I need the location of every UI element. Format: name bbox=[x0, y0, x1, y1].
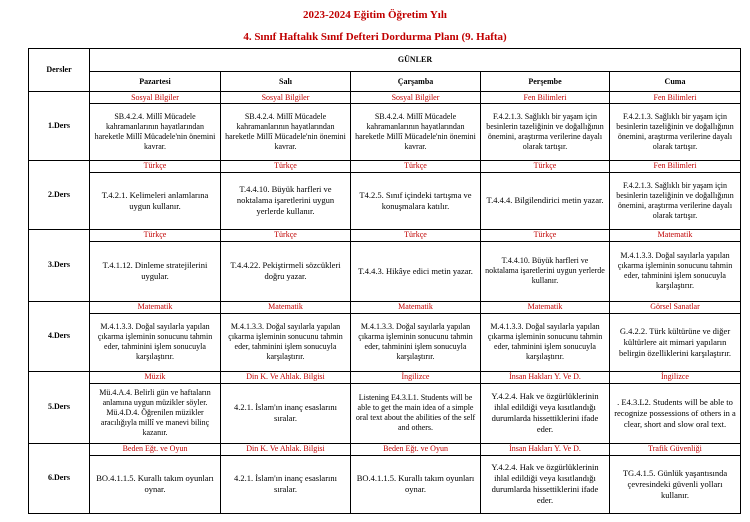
subject-cell: Din K. Ve Ahlak. Bilgisi bbox=[221, 371, 351, 383]
activity-cell: 4.2.1. İslam'ın inanç esaslarını sıralar. bbox=[221, 455, 351, 513]
subject-cell: Din K. Ve Ahlak. Bilgisi bbox=[221, 443, 351, 455]
subject-cell: Görsel Sanatlar bbox=[610, 301, 741, 313]
activity-cell: F.4.2.1.3. Sağlıklı bir yaşam için besinlerin tazeliğinin ve doğallığının önemini, araştırma verilerine dayalı olarak tartışır. bbox=[481, 104, 610, 161]
activity-cell: T.4.4.22. Pekiştirmeli sözcükleri doğru yazar. bbox=[221, 241, 351, 301]
subject-cell: Sosyal Bilgiler bbox=[90, 92, 221, 104]
weekly-plan-table bbox=[28, 48, 741, 514]
subject-cell: Türkçe bbox=[90, 229, 221, 241]
activity-cell: M.4.1.3.3. Doğal sayılarla yapılan çıkarma işleminin sonucunu tahmin eder, tahminini işlem sonucuyla karşılaştırır. bbox=[221, 313, 351, 371]
activity-cell: M.4.1.3.3. Doğal sayılarla yapılan çıkarma işleminin sonucunu tahmin eder, tahminini işlem sonucuyla karşılaştırır. bbox=[351, 313, 481, 371]
subject-cell: Türkçe bbox=[481, 160, 610, 172]
subject-cell: İnsan Hakları Y. Ve D. bbox=[481, 443, 610, 455]
dersler-header: Dersler bbox=[29, 49, 90, 92]
day-header-cuma: Cuma bbox=[610, 72, 741, 92]
subject-cell: Türkçe bbox=[351, 160, 481, 172]
subject-cell: İngilizce bbox=[610, 371, 741, 383]
activity-cell: SB.4.2.4. Millî Mücadele kahramanlarının hayatlarından hareketle Millî Mücadele'nin önemini kavrar. bbox=[90, 104, 221, 161]
activity-cell: BO.4.1.1.5. Kurallı takım oyunları oynar. bbox=[90, 455, 221, 513]
plan-body bbox=[29, 92, 741, 514]
activity-cell: BO.4.1.1.5. Kurallı takım oyunları oynar. bbox=[351, 455, 481, 513]
subject-cell: Beden Eğt. ve Oyun bbox=[351, 443, 481, 455]
activity-cell: M.4.1.3.3. Doğal sayılarla yapılan çıkarma işleminin sonucunu tahmin eder, tahminini işlem sonucuyla karşılaştırır. bbox=[90, 313, 221, 371]
day-header-persembe: Perşembe bbox=[481, 72, 610, 92]
activity-cell: Listening E4.3.L1. Students will be able to get the main idea of a simple oral text about the abilities of the self and others. bbox=[351, 383, 481, 443]
activity-cell: T.4.4.3. Hikâye edici metin yazar. bbox=[351, 241, 481, 301]
subject-cell: İngilizce bbox=[351, 371, 481, 383]
lesson-label: 4.Ders bbox=[29, 301, 90, 371]
activity-cell: G.4.2.2. Türk kültürüne ve diğer kültürlere ait mimari yapıların belirgin özelliklerini karşılaştırır. bbox=[610, 313, 741, 371]
subject-cell: İnsan Hakları Y. Ve D. bbox=[481, 371, 610, 383]
activity-cell: T.4.4.4. Bilgilendirici metin yazar. bbox=[481, 172, 610, 229]
subject-cell: Sosyal Bilgiler bbox=[221, 92, 351, 104]
activity-cell: F.4.2.1.3. Sağlıklı bir yaşam için besinlerin tazeliğinin ve doğallığının önemini, araştırma verilerine dayalı olarak tartışır. bbox=[610, 172, 741, 229]
subject-cell: Beden Eğt. ve Oyun bbox=[90, 443, 221, 455]
activity-cell: Y.4.2.4. Hak ve özgürlüklerinin ihlal edildiği veya kısıtlandığı durumlarda hissettiklerini ifade eder. bbox=[481, 455, 610, 513]
activity-cell: T.4.4.10. Büyük harfleri ve noktalama işaretlerini uygun yerlerde kullanır. bbox=[481, 241, 610, 301]
activity-cell: T4.2.5. Sınıf içindeki tartışma ve konuşmalara katılır. bbox=[351, 172, 481, 229]
subject-cell: Sosyal Bilgiler bbox=[351, 92, 481, 104]
subject-cell: Müzik bbox=[90, 371, 221, 383]
activity-cell: 4.2.1. İslam'ın inanç esaslarını sıralar. bbox=[221, 383, 351, 443]
activity-cell: SB.4.2.4. Millî Mücadele kahramanlarının hayatlarından hareketle Millî Mücadele'nin önemini kavrar. bbox=[221, 104, 351, 161]
subject-cell: Türkçe bbox=[351, 229, 481, 241]
activity-cell: M.4.1.3.3. Doğal sayılarla yapılan çıkarma işleminin sonucunu tahmin eder, tahminini işlem sonucuyla karşılaştırır. bbox=[610, 241, 741, 301]
subject-cell: Fen Bilimleri bbox=[610, 92, 741, 104]
lesson-label: 5.Ders bbox=[29, 371, 90, 443]
subject-cell: Matematik bbox=[221, 301, 351, 313]
lesson-label: 3.Ders bbox=[29, 229, 90, 301]
activity-cell: M.4.1.3.3. Doğal sayılarla yapılan çıkarma işleminin sonucunu tahmin eder, tahminini işlem sonucuyla karşılaştırır. bbox=[481, 313, 610, 371]
document-title: 2023-2024 Eğitim Öğretim Yılı bbox=[303, 9, 447, 21]
subject-cell: Türkçe bbox=[221, 229, 351, 241]
activity-cell: T.4.4.10. Büyük harfleri ve noktalama işaretlerini uygun yerlerde kullanır. bbox=[221, 172, 351, 229]
subject-cell: Matematik bbox=[351, 301, 481, 313]
activity-cell: TG.4.1.5. Günlük yaşantısında çevresindeki güvenli yolları kullanır. bbox=[610, 455, 741, 513]
subject-cell: Trafik Güvenliği bbox=[610, 443, 741, 455]
activity-cell: Y.4.2.4. Hak ve özgürlüklerinin ihlal edildiği veya kısıtlandığı durumlarda hissettiklerini ifade eder. bbox=[481, 383, 610, 443]
day-header-sali: Salı bbox=[221, 72, 351, 92]
document-subtitle: 4. Sınıf Haftalık Sınıf Defteri Dordurma Planı (9. Hafta) bbox=[243, 31, 507, 43]
lesson-label: 1.Ders bbox=[29, 92, 90, 161]
activity-cell: T.4.1.12. Dinleme stratejilerini uygular. bbox=[90, 241, 221, 301]
subject-cell: Matematik bbox=[481, 301, 610, 313]
subject-cell: Türkçe bbox=[481, 229, 610, 241]
subject-cell: Türkçe bbox=[221, 160, 351, 172]
lesson-label: 2.Ders bbox=[29, 160, 90, 229]
subject-cell: Matematik bbox=[90, 301, 221, 313]
activity-cell: SB.4.2.4. Millî Mücadele kahramanlarının hayatlarından hareketle Millî Mücadele'nin önemini kavrar. bbox=[351, 104, 481, 161]
subject-cell: Türkçe bbox=[90, 160, 221, 172]
subject-cell: Fen Bilimleri bbox=[481, 92, 610, 104]
activity-cell: T.4.2.1. Kelimeleri anlamlarına uygun kullanır. bbox=[90, 172, 221, 229]
subject-cell: Matematik bbox=[610, 229, 741, 241]
activity-cell: . E4.3.L2. Students will be able to recognize possessions of others in a clear, short and slow oral text. bbox=[610, 383, 741, 443]
activity-cell: Mü.4.A.4. Belirli gün ve haftaların anlamına uygun müzikler söyler. Mü.4.D.4. Öğrenilen müzikler aracılığıyla millî ve manevi bilinç kazanır. bbox=[90, 383, 221, 443]
subject-cell: Fen Bilimleri bbox=[610, 160, 741, 172]
day-header-carsamba: Çarşamba bbox=[351, 72, 481, 92]
gunler-header: GÜNLER bbox=[90, 49, 741, 72]
lesson-label: 6.Ders bbox=[29, 443, 90, 513]
activity-cell: F.4.2.1.3. Sağlıklı bir yaşam için besinlerin tazeliğinin ve doğallığının önemini, araştırma verilerine dayalı olarak tartışır. bbox=[610, 104, 741, 161]
day-header-pazartesi: Pazartesi bbox=[90, 72, 221, 92]
